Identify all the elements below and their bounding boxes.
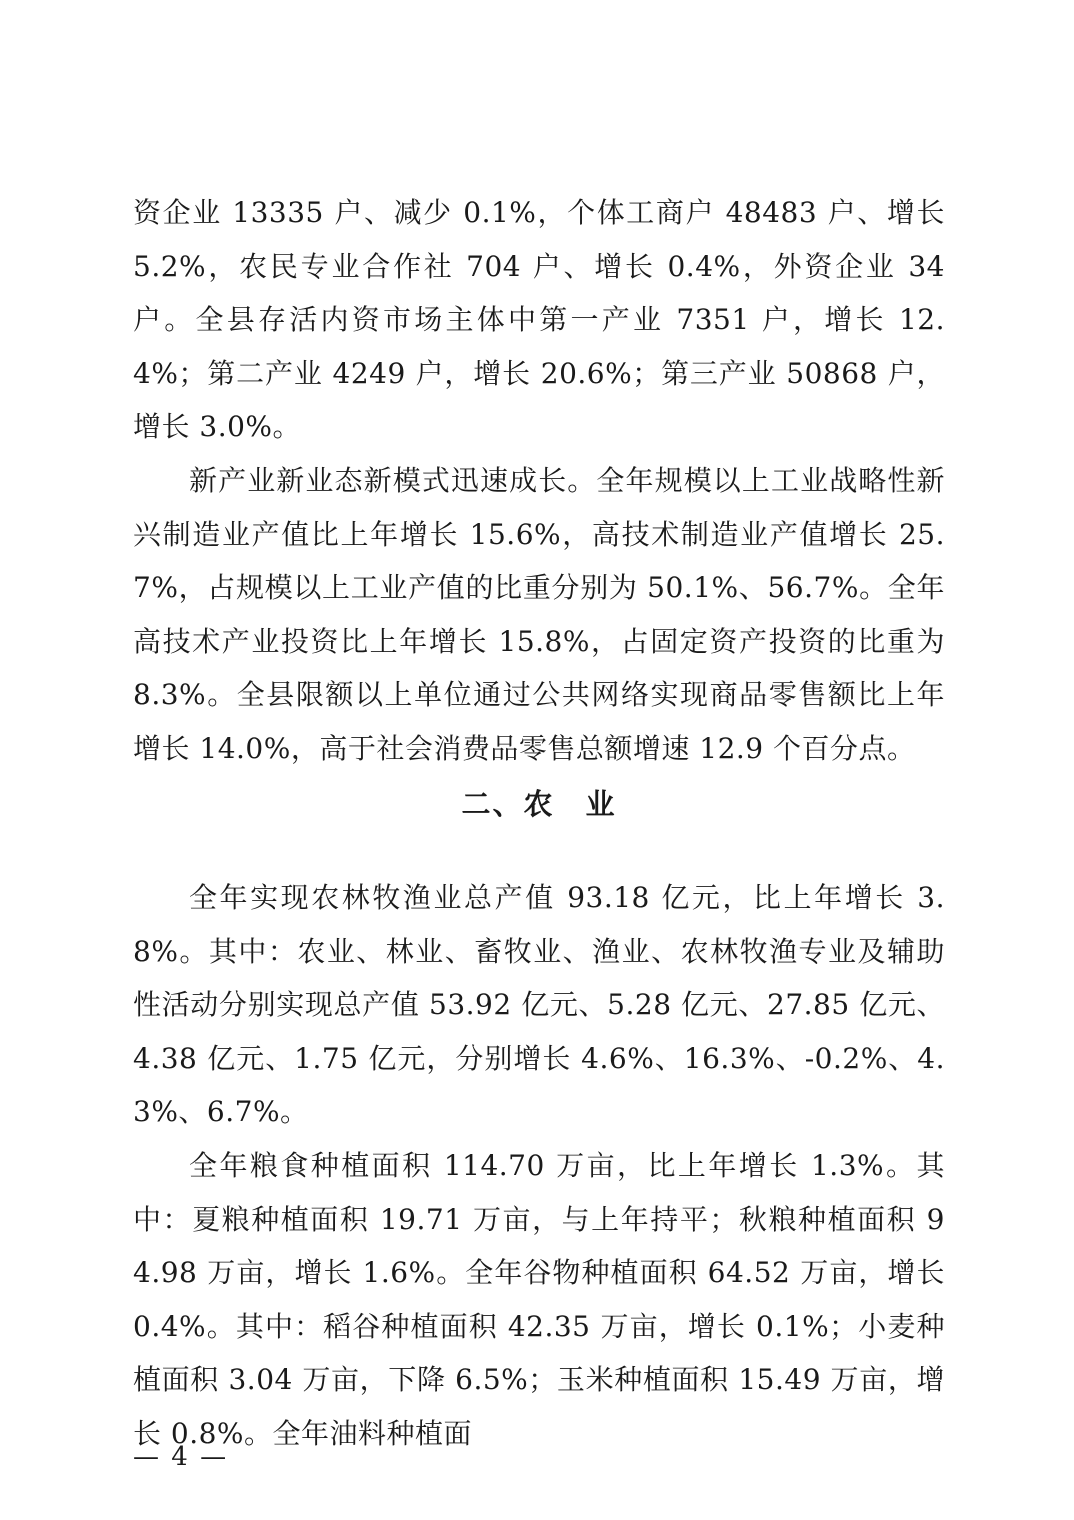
page-number: — 4 — — [133, 1442, 229, 1472]
paragraph-grain-area: 全年粮食种植面积 114.70 万亩，比上年增长 1.3%。其中：夏粮种植面积 19.71 万亩，与上年持平；秋粮种植面积 94.98 万亩，增长 1.6%。全年谷物种植面积 64.52 万亩，增长 0.4%。其中：稻谷种植面积 42.35 万亩，增长 0.1%；小麦种植面积 3.04 万亩，下降 6.5%；玉米种植面积 15.49 万亩，增长 0.8%。全年油料种植面 — [133, 1148, 945, 1450]
section-heading-agriculture: 二、农 业 — [461, 787, 617, 821]
section-market-entities — [133, 186, 945, 776]
section-agriculture — [133, 871, 945, 1461]
paragraph-agriculture-output: 全年实现农林牧渔业总产值 93.18 亿元，比上年增长 3.8%。其中：农业、林业、畜牧业、渔业、农林牧渔专业及辅助性活动分别实现总产值 53.92 亿元、5.28 亿元、27.85 亿元、4.38 亿元、1.75 亿元，分别增长 4.6%、16.3%、-0.2%、4.3%、6.7%。 — [133, 881, 945, 1129]
page-content — [133, 186, 945, 1450]
paragraph-new-industries: 新产业新业态新模式迅速成长。全年规模以上工业战略性新兴制造业产值比上年增长 15.6%，高技术制造业产值增长 25.7%，占规模以上工业产值的比重分别为 50.1%、56.7%。全年高技术产业投资比上年增长 15.8%，占固定资产投资的比重为 8.3%。全县限额以上单位通过公共网络实现商品零售额比上年增长 14.0%，高于社会消费品零售总额增速 12.9 个百分点。 — [133, 463, 945, 765]
paragraph-market-entities: 资企业 13335 户、减少 0.1%，个体工商户 48483 户、增长 5.2%，农民专业合作社 704 户、增长 0.4%，外资企业 34 户。全县存活内资市场主体中第一产业 7351 户，增长 12.4%；第二产业 4249 户，增长 20.6%；第三产业 50868 户，增长 3.0%。 — [133, 196, 945, 444]
